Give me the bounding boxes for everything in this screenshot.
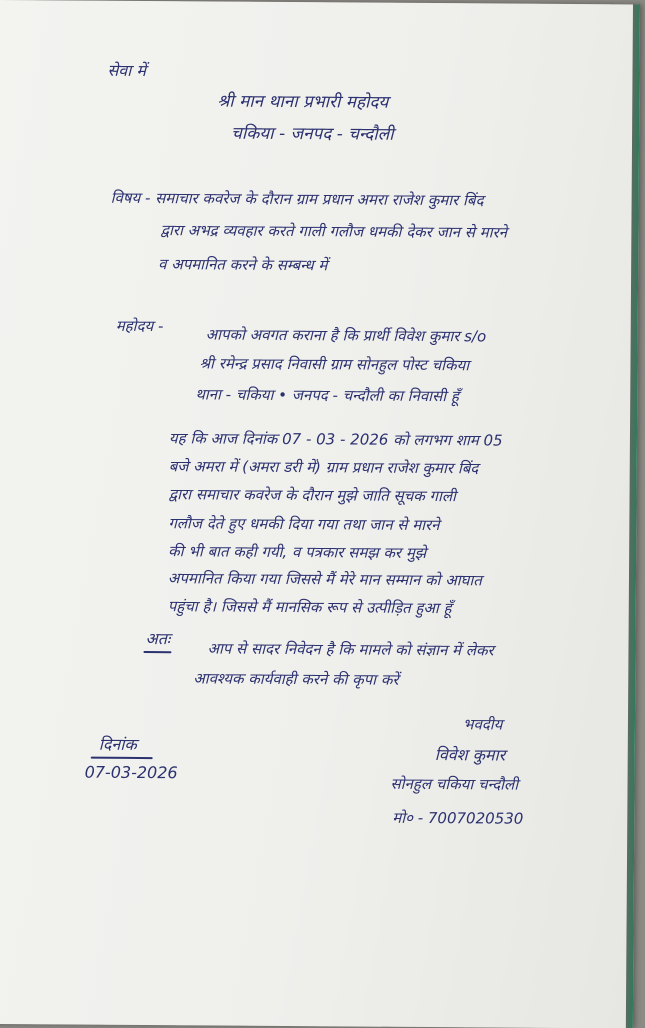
recipient-line-1: श्री मान थाना प्रभारी महोदय — [217, 91, 389, 113]
address-word: महोदय - — [115, 316, 164, 336]
para1-line-3: थाना - चकिया • जनपद - चन्दौली का निवासी हूँ — [195, 385, 459, 406]
subject-line-1: विषय - समाचार कवरेज के दौरान ग्राम प्रधान अमरा राजेश कुमार बिंद — [110, 188, 484, 210]
date-label: दिनांक — [98, 734, 137, 754]
para2-line-7: पहुंचा है। जिससे मैं मानसिक रूप से उत्पीड़ित हुआ हूँ — [167, 597, 452, 618]
signer-mobile: मो० - 7007020530 — [392, 808, 524, 828]
para2-line-4: गलौज देते हुए धमकी दिया गया तथा जान से मारने — [168, 514, 440, 535]
para1-line-2: श्री रमेन्द्र प्रसाद निवासी ग्राम सोनहुल पोस्ट चकिया — [199, 354, 470, 375]
request-word-underline — [143, 651, 171, 653]
para2-line-2: बजे अमरा में (अमरा डरी में) ग्राम प्रधान राजेश कुमार बिंद — [168, 457, 479, 478]
para2-line-3: द्वारा समाचार कवरेज के दौरान मुझे जाति सूचक गाली — [168, 485, 457, 506]
signer-address: सोनहुल चकिया चन्दौली — [390, 774, 519, 794]
para2-line-6: अपमानित किया गया जिससे मैं मेरे मान सम्मान को आघात — [167, 569, 482, 590]
salutation: सेवा में — [107, 60, 147, 81]
date-label-underline — [91, 757, 153, 759]
recipient-line-2: चकिया - जनपद - चन्दौली — [231, 123, 394, 145]
para2-line-1: यह कि आज दिनांक 07 - 03 - 2026 को लगभग शाम 05 — [168, 429, 503, 450]
paper-edge — [626, 4, 640, 1028]
para2-line-5: की भी बात कही गयी, व पत्रकार समझ कर मुझे — [168, 542, 427, 562]
subject-line-3: व अपमानित करने के सम्बन्ध में — [158, 255, 328, 275]
request-line-2: आवश्यक कार्यवाही करने की कृपा करें — [193, 669, 399, 689]
request-word: अतः — [145, 629, 171, 649]
date-value: 07-03-2026 — [84, 762, 178, 783]
request-line-1: आप से सादर निवेदन है कि मामले को संज्ञान में लेकर — [207, 639, 494, 660]
closing: भवदीय — [462, 715, 503, 734]
para1-line-1: आपको अवगत कराना है कि प्रार्थी विवेश कुमार s/o — [205, 325, 487, 346]
signer-name: विवेश कुमार — [434, 745, 506, 765]
subject-line-2: द्वारा अभद्र व्यवहार करते गाली गलौज धमकी देकर जान से मारने — [160, 221, 508, 242]
